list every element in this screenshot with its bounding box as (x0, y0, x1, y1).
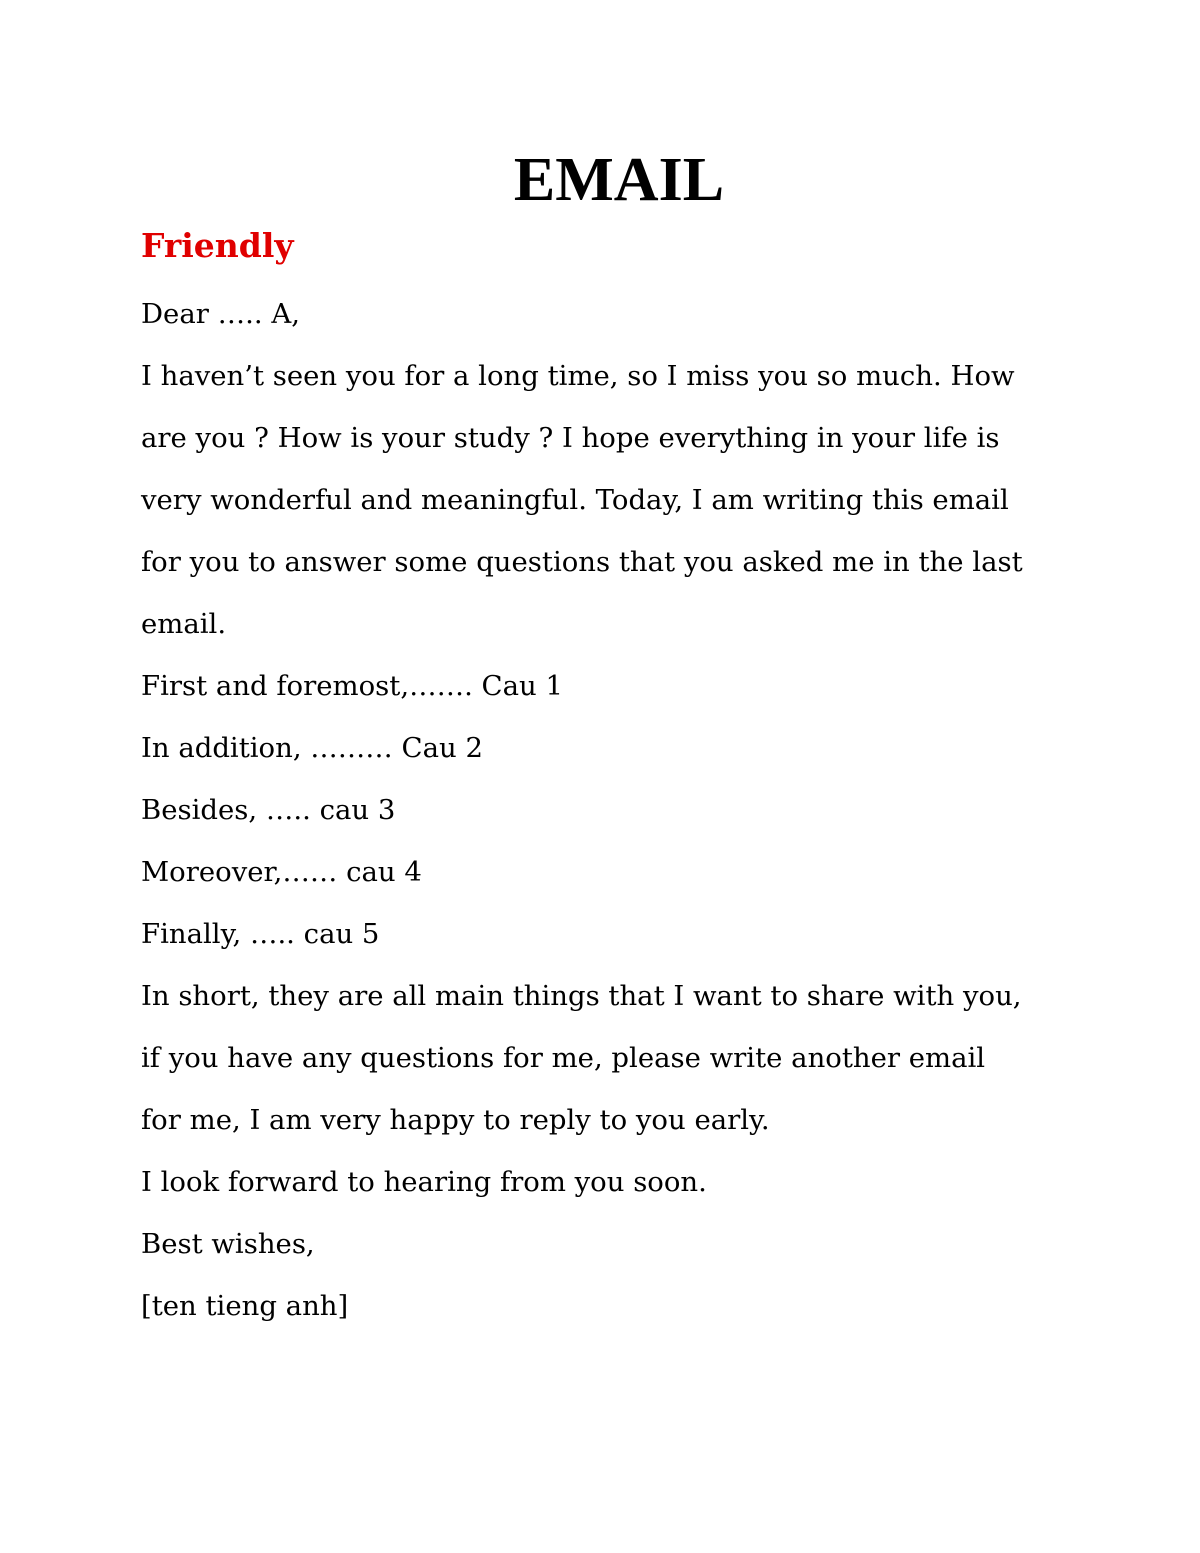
email-body (141, 283, 1101, 1337)
point-line-4: Moreover,…… cau 4 (141, 856, 422, 888)
conclusion-line: In short, they are all main things that I want to share with you, (141, 980, 1022, 1012)
point-line-1: First and foremost,……. Cau 1 (141, 670, 563, 702)
paragraph-line: are you ? How is your study ? I hope everything in your life is (141, 422, 1000, 454)
paragraph-line: email. (141, 608, 227, 640)
document-title: EMAIL (513, 146, 725, 214)
section-heading: Friendly (141, 226, 294, 265)
conclusion-line: if you have any questions for me, please write another email (141, 1042, 986, 1074)
conclusion-line: for me, I am very happy to reply to you early. (141, 1104, 770, 1136)
closing-line: I look forward to hearing from you soon. (141, 1166, 707, 1198)
paragraph-line: I haven’t seen you for a long time, so I miss you so much. How (141, 360, 1015, 392)
point-line-3: Besides, ….. cau 3 (141, 794, 396, 826)
sign-off-line: Best wishes, (141, 1228, 315, 1260)
salutation-line: Dear ….. A, (141, 298, 300, 330)
paragraph-line: very wonderful and meaningful. Today, I am writing this email (141, 484, 1009, 516)
point-line-5: Finally, ….. cau 5 (141, 918, 380, 950)
point-line-2: In addition, ……… Cau 2 (141, 732, 483, 764)
paragraph-line: for you to answer some questions that you asked me in the last (141, 546, 1023, 578)
signature-placeholder: [ten tieng anh] (141, 1290, 349, 1322)
